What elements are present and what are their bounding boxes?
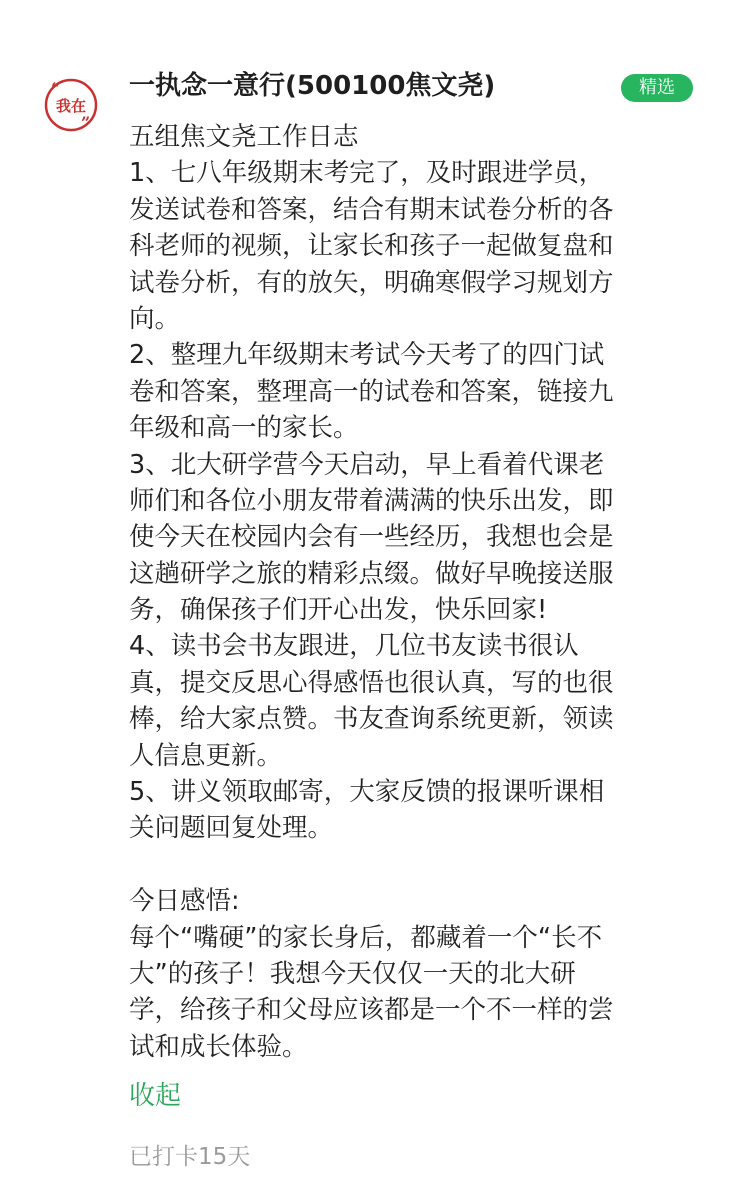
post-line: 试和成长体验。 <box>129 1031 308 1062</box>
avatar-text: 我在 <box>55 97 87 115</box>
post-line: 这趟研学之旅的精彩点缀。做好早晚接送服 <box>129 558 614 589</box>
svg-text:”: ” <box>81 113 91 132</box>
post-line: 卷和答案，整理高一的试卷和答案，链接九 <box>129 376 614 407</box>
post-line: 每个“嘴硬”的家长身后，都藏着一个“长不 <box>129 922 603 953</box>
avatar[interactable] <box>44 78 98 132</box>
checkin-status: 已打卡15天 <box>129 1144 251 1170</box>
avatar-logo-icon <box>44 78 98 132</box>
post-line: 师们和各位小朋友带着满满的快乐出发，即 <box>129 485 614 516</box>
post-line: 大”的孩子！我想今天仅仅一天的北大研 <box>129 958 576 989</box>
post-line: 学，给孩子和父母应该都是一个不一样的尝 <box>129 995 614 1026</box>
post-line: 4、读书会书友跟进，几位书友读书很认 <box>129 631 579 662</box>
post-line: 3、北大研学营今天启动，早上看着代课老 <box>129 449 605 480</box>
post-line: 今日感悟: <box>129 886 240 917</box>
post-line: 科老师的视频，让家长和孩子一起做复盘和 <box>129 231 614 262</box>
post-line: 1、七八年级期末考完了，及时跟进学员， <box>129 158 605 189</box>
post-line: 使今天在校园内会有一些经历，我想也会是 <box>129 522 614 553</box>
post-line: 5、讲义领取邮寄，大家反馈的报课听课相 <box>129 777 605 808</box>
post-line: 年级和高一的家长。 <box>129 413 359 444</box>
post-line: 2、整理九年级期末考试今天考了的四门试 <box>129 340 605 371</box>
post-line: 发送试卷和答案，结合有期末试卷分析的各 <box>129 194 614 225</box>
post-line: 棒，给大家点赞。书友查询系统更新，领读 <box>129 704 614 735</box>
featured-badge: 精选 <box>621 74 693 102</box>
post-blank-line <box>129 847 689 883</box>
post-line: 五组焦文尧工作日志 <box>129 122 359 152</box>
svg-text:“: “ <box>51 79 61 98</box>
collapse-button[interactable]: 收起 <box>129 1081 182 1111</box>
post-line: 向。 <box>129 303 181 334</box>
post-content <box>129 119 689 1065</box>
post-line: 真，提交反思心得感悟也很认真，写的也很 <box>129 667 614 698</box>
post-line: 试卷分析，有的放矢，明确寒假学习规划方 <box>129 267 614 298</box>
post-line: 人信息更新。 <box>129 740 283 771</box>
author-name[interactable]: 一执念一意行(500100焦文尧) <box>129 71 496 101</box>
post-line: 务，确保孩子们开心出发，快乐回家! <box>129 595 548 626</box>
post-line: 关问题回复处理。 <box>129 813 334 844</box>
